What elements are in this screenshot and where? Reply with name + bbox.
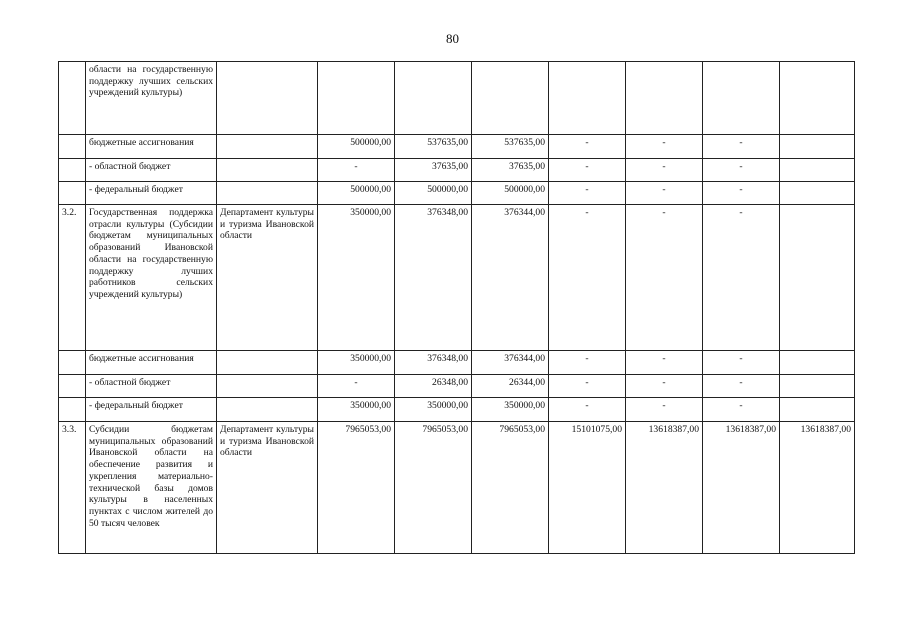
value-cell: - — [549, 182, 626, 205]
table-row — [59, 375, 855, 398]
value-cell: 537635,00 — [395, 135, 472, 159]
value-cell: - — [626, 351, 703, 375]
value-cell — [549, 62, 626, 135]
value-cell: - — [549, 135, 626, 159]
value-cell: 350000,00 — [395, 398, 472, 422]
value-cell: - — [549, 205, 626, 351]
value-cell: - — [549, 351, 626, 375]
row-executor: Департамент культуры и туризма Ивановской области — [217, 205, 318, 351]
value-cell: 7965053,00 — [318, 422, 395, 554]
row-number — [59, 351, 86, 375]
row-executor — [217, 398, 318, 422]
row-executor — [217, 182, 318, 205]
value-cell: 7965053,00 — [472, 422, 549, 554]
row-executor: Департамент культуры и туризма Ивановской области — [217, 422, 318, 554]
table-row — [59, 422, 855, 554]
value-cell: - — [626, 205, 703, 351]
value-cell — [780, 205, 855, 351]
value-cell: 350000,00 — [318, 205, 395, 351]
value-cell: - — [318, 159, 395, 182]
value-cell: 26348,00 — [395, 375, 472, 398]
value-cell: 37635,00 — [472, 159, 549, 182]
row-description: - областной бюджет — [86, 375, 217, 398]
row-description: бюджетные ассигнования — [86, 135, 217, 159]
table-row — [59, 398, 855, 422]
value-cell: 350000,00 — [318, 351, 395, 375]
value-cell: 37635,00 — [395, 159, 472, 182]
table-row — [59, 182, 855, 205]
row-description: - федеральный бюджет — [86, 398, 217, 422]
value-cell: - — [626, 159, 703, 182]
row-number: 3.2. — [59, 205, 86, 351]
value-cell: 376344,00 — [472, 351, 549, 375]
value-cell: - — [703, 398, 780, 422]
row-number — [59, 398, 86, 422]
value-cell: 15101075,00 — [549, 422, 626, 554]
row-number — [59, 182, 86, 205]
row-executor — [217, 62, 318, 135]
table-row — [59, 351, 855, 375]
row-executor — [217, 135, 318, 159]
row-description: бюджетные ассигнования — [86, 351, 217, 375]
value-cell: - — [318, 375, 395, 398]
page-number: 80 — [446, 31, 459, 46]
row-number — [59, 135, 86, 159]
table-row — [59, 205, 855, 351]
budget-table — [58, 61, 855, 554]
table-row — [59, 135, 855, 159]
value-cell — [318, 62, 395, 135]
table-row — [59, 62, 855, 135]
value-cell: - — [626, 398, 703, 422]
value-cell — [472, 62, 549, 135]
value-cell: - — [703, 159, 780, 182]
value-cell: 500000,00 — [472, 182, 549, 205]
table-row — [59, 159, 855, 182]
value-cell — [626, 62, 703, 135]
row-executor — [217, 375, 318, 398]
value-cell: 7965053,00 — [395, 422, 472, 554]
value-cell: 376348,00 — [395, 351, 472, 375]
value-cell: 500000,00 — [395, 182, 472, 205]
row-number — [59, 62, 86, 135]
row-description: Субсидии бюджетам муниципальных образований Ивановской области на обеспечение развития и укрепления материально-технической базы домов культуры в населенных пунктах с числом жителей до 50 тысяч человек — [86, 422, 217, 554]
value-cell — [780, 62, 855, 135]
value-cell: - — [703, 351, 780, 375]
value-cell: - — [626, 135, 703, 159]
row-description: Государственная поддержка отрасли культуры (Субсидии бюджетам муниципальных образований Ивановской области на государственную поддержку лучших работников сельских учреждений культуры) — [86, 205, 217, 351]
row-number: 3.3. — [59, 422, 86, 554]
row-executor — [217, 159, 318, 182]
value-cell: 500000,00 — [318, 135, 395, 159]
value-cell: - — [549, 159, 626, 182]
row-description: - областной бюджет — [86, 159, 217, 182]
value-cell — [395, 62, 472, 135]
value-cell: - — [626, 182, 703, 205]
value-cell: - — [703, 375, 780, 398]
value-cell: - — [549, 398, 626, 422]
value-cell: - — [703, 205, 780, 351]
value-cell: - — [703, 135, 780, 159]
value-cell: 350000,00 — [318, 398, 395, 422]
value-cell: 500000,00 — [318, 182, 395, 205]
value-cell — [780, 159, 855, 182]
row-description: - федеральный бюджет — [86, 182, 217, 205]
value-cell: - — [703, 182, 780, 205]
value-cell — [780, 398, 855, 422]
value-cell: 13618387,00 — [703, 422, 780, 554]
row-number — [59, 375, 86, 398]
value-cell — [703, 62, 780, 135]
value-cell: 376348,00 — [395, 205, 472, 351]
value-cell: - — [626, 375, 703, 398]
value-cell: 537635,00 — [472, 135, 549, 159]
value-cell — [780, 182, 855, 205]
row-number — [59, 159, 86, 182]
value-cell: 350000,00 — [472, 398, 549, 422]
value-cell: 13618387,00 — [780, 422, 855, 554]
value-cell: 13618387,00 — [626, 422, 703, 554]
row-executor — [217, 351, 318, 375]
value-cell: 376344,00 — [472, 205, 549, 351]
value-cell — [780, 351, 855, 375]
value-cell: - — [549, 375, 626, 398]
value-cell: 26344,00 — [472, 375, 549, 398]
row-description: области на государственную поддержку лучших сельских учреждений культуры) — [86, 62, 217, 135]
value-cell — [780, 135, 855, 159]
value-cell — [780, 375, 855, 398]
